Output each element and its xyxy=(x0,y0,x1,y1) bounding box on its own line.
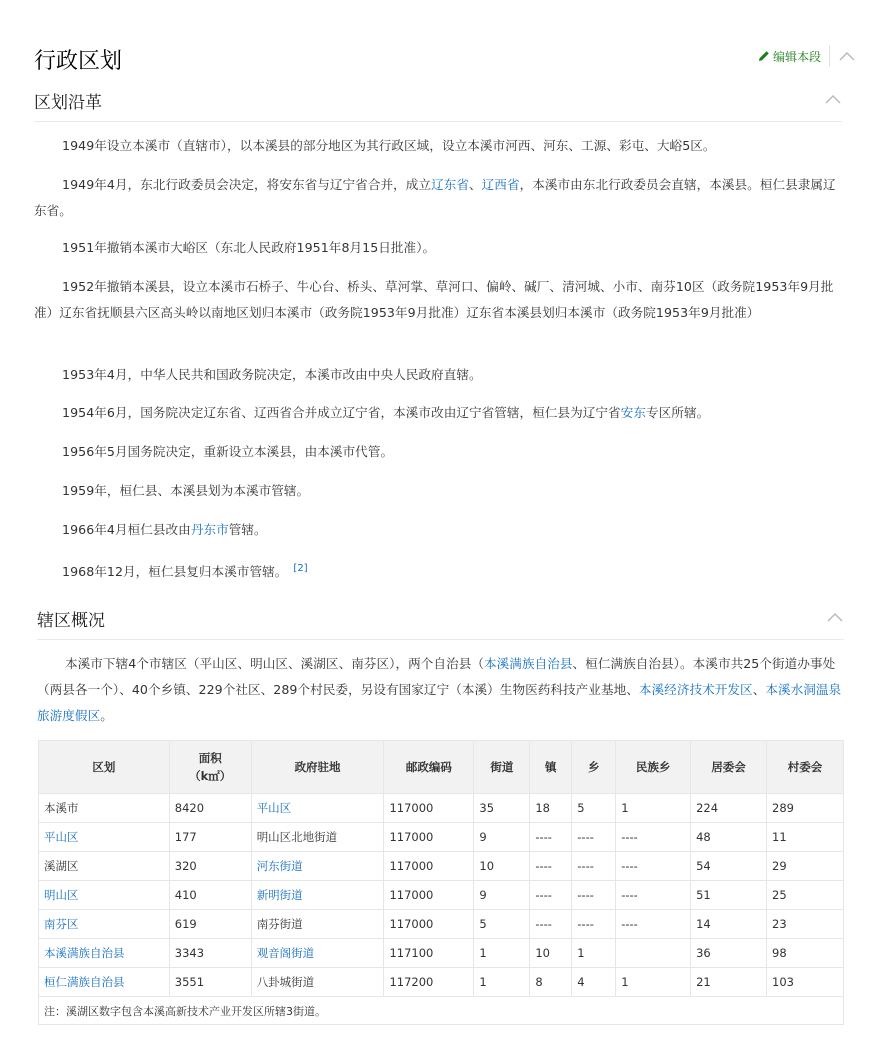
paragraph: 1959年，桓仁县、本溪县划为本溪市管辖。 xyxy=(62,483,310,498)
edit-section-label: 编辑本段 xyxy=(772,49,821,64)
paragraph xyxy=(34,517,842,543)
table-cell: 224 xyxy=(691,794,767,823)
col-header: 民族乡 xyxy=(616,741,691,794)
table-cell: 51 xyxy=(691,881,767,910)
paragraph xyxy=(34,400,842,426)
divider xyxy=(829,45,830,67)
table-cell xyxy=(251,852,384,881)
text: 1949年4月，东北行政委员会决定，将安东省与辽宁省合并，成立 xyxy=(62,177,432,192)
pencil-icon xyxy=(758,50,770,62)
table-cell: 14 xyxy=(691,910,767,939)
link-benxi-county[interactable]: 本溪满族自治县 xyxy=(484,656,573,671)
table-row xyxy=(39,794,844,823)
paragraph: 1949年设立本溪市（直辖市），以本溪县的部分地区为其行政区域，设立本溪市河西、河东、工源、彩屯、大峪5区。 xyxy=(62,138,716,153)
table-note-row xyxy=(39,997,844,1025)
table-cell: 21 xyxy=(691,968,767,997)
paragraph xyxy=(34,556,842,585)
paragraph xyxy=(37,651,845,729)
table-cell: 10 xyxy=(474,852,530,881)
col-header: 乡 xyxy=(572,741,616,794)
text: 1966年4月桓仁县改由 xyxy=(62,522,191,537)
table-cell xyxy=(251,794,384,823)
table-cell-link[interactable]: 南芬区 xyxy=(44,917,79,931)
table-cell xyxy=(251,881,384,910)
table-cell: ---- xyxy=(572,910,616,939)
table-cell: 36 xyxy=(691,939,767,968)
table-cell xyxy=(616,939,691,968)
table-cell: ---- xyxy=(616,881,691,910)
col-header xyxy=(169,741,251,794)
paragraph xyxy=(34,172,842,224)
table-cell: 177 xyxy=(169,823,251,852)
chevron-up-icon[interactable] xyxy=(824,92,842,106)
table-cell: 98 xyxy=(767,939,844,968)
table-cell: 溪湖区 xyxy=(39,852,170,881)
col-header: 村委会 xyxy=(767,741,844,794)
table-cell-link[interactable]: 平山区 xyxy=(44,830,79,844)
table-cell: 410 xyxy=(169,881,251,910)
table-cell: 9 xyxy=(474,881,530,910)
paragraph: 1956年5月国务院决定，重新设立本溪县，由本溪市代管。 xyxy=(62,444,394,459)
table-cell-link[interactable]: 明山区 xyxy=(44,888,79,902)
table-cell: ---- xyxy=(616,823,691,852)
table-cell: 54 xyxy=(691,852,767,881)
section-title: 辖区概况 xyxy=(37,611,105,631)
chevron-up-icon[interactable] xyxy=(826,610,844,624)
table-cell: 本溪市 xyxy=(39,794,170,823)
table-note: 注：溪湖区数字包含本溪高新技术产业开发区所辖3街道。 xyxy=(39,997,844,1025)
paragraph: 1952年撤销本溪县，设立本溪市石桥子、牛心台、桥头、草河掌、草河口、偏岭、碱厂、清河城、小市、南芬10区（政务院1953年9月批准）辽东省抚顺县六区高头岭以南地区划归本溪市（政务院1953年9月批准）辽东省本溪县划归本溪市（政务院1953年9月批准） xyxy=(34,279,834,320)
table-cell: 117000 xyxy=(384,910,474,939)
table-cell-link[interactable]: 河东街道 xyxy=(256,859,303,873)
table-cell: 4 xyxy=(572,968,616,997)
text: 专区所辖。 xyxy=(646,405,710,420)
table-row xyxy=(39,852,844,881)
table-cell: 1 xyxy=(474,939,530,968)
text: 管辖。 xyxy=(228,522,267,537)
paragraph: 1951年撤销本溪市大峪区（东北人民政府1951年8月15日批准）。 xyxy=(62,240,436,255)
table-cell: 11 xyxy=(767,823,844,852)
table-row xyxy=(39,823,844,852)
table-cell: 117100 xyxy=(384,939,474,968)
table-cell: 117000 xyxy=(384,823,474,852)
table-cell: 8 xyxy=(530,968,572,997)
table-cell: 南芬街道 xyxy=(251,910,384,939)
edit-section-button[interactable] xyxy=(758,48,821,65)
table-cell xyxy=(39,881,170,910)
table-cell: 23 xyxy=(767,910,844,939)
link-benxi-devzone[interactable]: 本溪经济技术开发区 xyxy=(638,682,753,697)
table-row xyxy=(39,910,844,939)
table-cell: ---- xyxy=(572,881,616,910)
table-row xyxy=(39,968,844,997)
table-cell: ---- xyxy=(530,881,572,910)
table-body xyxy=(39,794,844,997)
table-cell xyxy=(39,939,170,968)
table-cell: 35 xyxy=(474,794,530,823)
table-cell: 5 xyxy=(474,910,530,939)
table-cell: ---- xyxy=(616,852,691,881)
table-cell: 619 xyxy=(169,910,251,939)
table-cell xyxy=(39,823,170,852)
table-cell: 9 xyxy=(474,823,530,852)
table-cell: 117000 xyxy=(384,852,474,881)
table-cell: ---- xyxy=(572,823,616,852)
table-cell: ---- xyxy=(572,852,616,881)
table-cell: 29 xyxy=(767,852,844,881)
table-cell: 1 xyxy=(474,968,530,997)
table-cell: 1 xyxy=(572,939,616,968)
table-cell: ---- xyxy=(530,852,572,881)
section-header-districts xyxy=(37,603,844,640)
table-cell: 八卦城街道 xyxy=(251,968,384,997)
table-cell: 117000 xyxy=(384,881,474,910)
table-cell: 3551 xyxy=(169,968,251,997)
col-header: 镇 xyxy=(530,741,572,794)
table-cell: 25 xyxy=(767,881,844,910)
section-header-history xyxy=(34,86,842,122)
paragraph: 1953年4月，中华人民共和国政务院决定，本溪市改由中央人民政府直辖。 xyxy=(62,367,482,382)
col-header: 居委会 xyxy=(691,741,767,794)
table-cell: 8420 xyxy=(169,794,251,823)
reference-link[interactable]: [2] xyxy=(293,563,308,574)
table-cell-link[interactable]: 平山区 xyxy=(256,801,292,815)
text: 、 xyxy=(752,682,766,697)
table-cell: 117200 xyxy=(384,968,474,997)
table-cell: 5 xyxy=(572,794,616,823)
link-andong[interactable]: 安东 xyxy=(620,405,647,420)
table-cell: 18 xyxy=(530,794,572,823)
table-cell-link[interactable]: 观音阁街道 xyxy=(256,946,315,960)
col-header: 街道 xyxy=(474,741,530,794)
table-cell: 1 xyxy=(616,794,691,823)
table-cell: 103 xyxy=(767,968,844,997)
link-liaoxi[interactable]: 辽西省 xyxy=(481,177,520,192)
col-header-area: 面积 （k㎡） xyxy=(189,751,232,783)
col-header: 区划 xyxy=(39,741,170,794)
text: 、桓仁满族自治县）。本溪市共25个街道办事处（两县各一个）、40个乡镇、229个社区、289个村民委，另设有国家辽宁（本溪）生物医药科技产业基地、 xyxy=(37,656,836,697)
table-cell-link[interactable]: 桓仁满族自治县 xyxy=(44,975,125,989)
table-cell xyxy=(39,968,170,997)
link-liaodong[interactable]: 辽东省 xyxy=(431,177,469,192)
chevron-up-icon[interactable] xyxy=(838,49,856,63)
table-row xyxy=(39,881,844,910)
text: ，本溪市由东北行政委员会直辖，本溪县。桓仁县隶属辽东省。 xyxy=(34,177,836,218)
text: 、 xyxy=(469,177,482,192)
text: 。 xyxy=(100,708,113,723)
table-cell: 48 xyxy=(691,823,767,852)
table-header-row xyxy=(39,741,844,794)
title-actions xyxy=(758,44,856,68)
table-cell: 289 xyxy=(767,794,844,823)
table-cell: 3343 xyxy=(169,939,251,968)
section-title: 区划沿革 xyxy=(34,93,102,113)
table-cell: ---- xyxy=(616,910,691,939)
table-cell: 117000 xyxy=(384,794,474,823)
table-cell: 320 xyxy=(169,852,251,881)
text: 本溪市下辖4个市辖区（平山区、明山区、溪湖区、南芬区），两个自治县（ xyxy=(65,656,485,671)
link-benxi-cave-resort[interactable]: 本溪水洞温泉旅游度假区 xyxy=(37,682,842,723)
table-cell xyxy=(251,939,384,968)
table-cell-link[interactable]: 本溪满族自治县 xyxy=(44,946,125,960)
link-dandong[interactable]: 丹东市 xyxy=(190,522,229,537)
text: 1954年6月，国务院决定辽东省、辽西省合并成立辽宁省，本溪市改由辽宁省管辖，桓仁县为辽宁省 xyxy=(62,405,621,420)
district-table xyxy=(38,740,844,1025)
text: 1968年12月，桓仁县复归本溪市管辖。 xyxy=(62,564,288,580)
table-cell xyxy=(39,910,170,939)
table-row xyxy=(39,939,844,968)
table-cell-link[interactable]: 新明街道 xyxy=(256,888,303,902)
table-cell: ---- xyxy=(530,823,572,852)
page-title: 行政区划 xyxy=(34,49,123,74)
table-cell: ---- xyxy=(530,910,572,939)
col-header: 邮政编码 xyxy=(384,741,474,794)
col-header: 政府驻地 xyxy=(251,741,384,794)
table-cell: 1 xyxy=(616,968,691,997)
table-cell: 明山区北地街道 xyxy=(251,823,384,852)
table-cell: 10 xyxy=(530,939,572,968)
